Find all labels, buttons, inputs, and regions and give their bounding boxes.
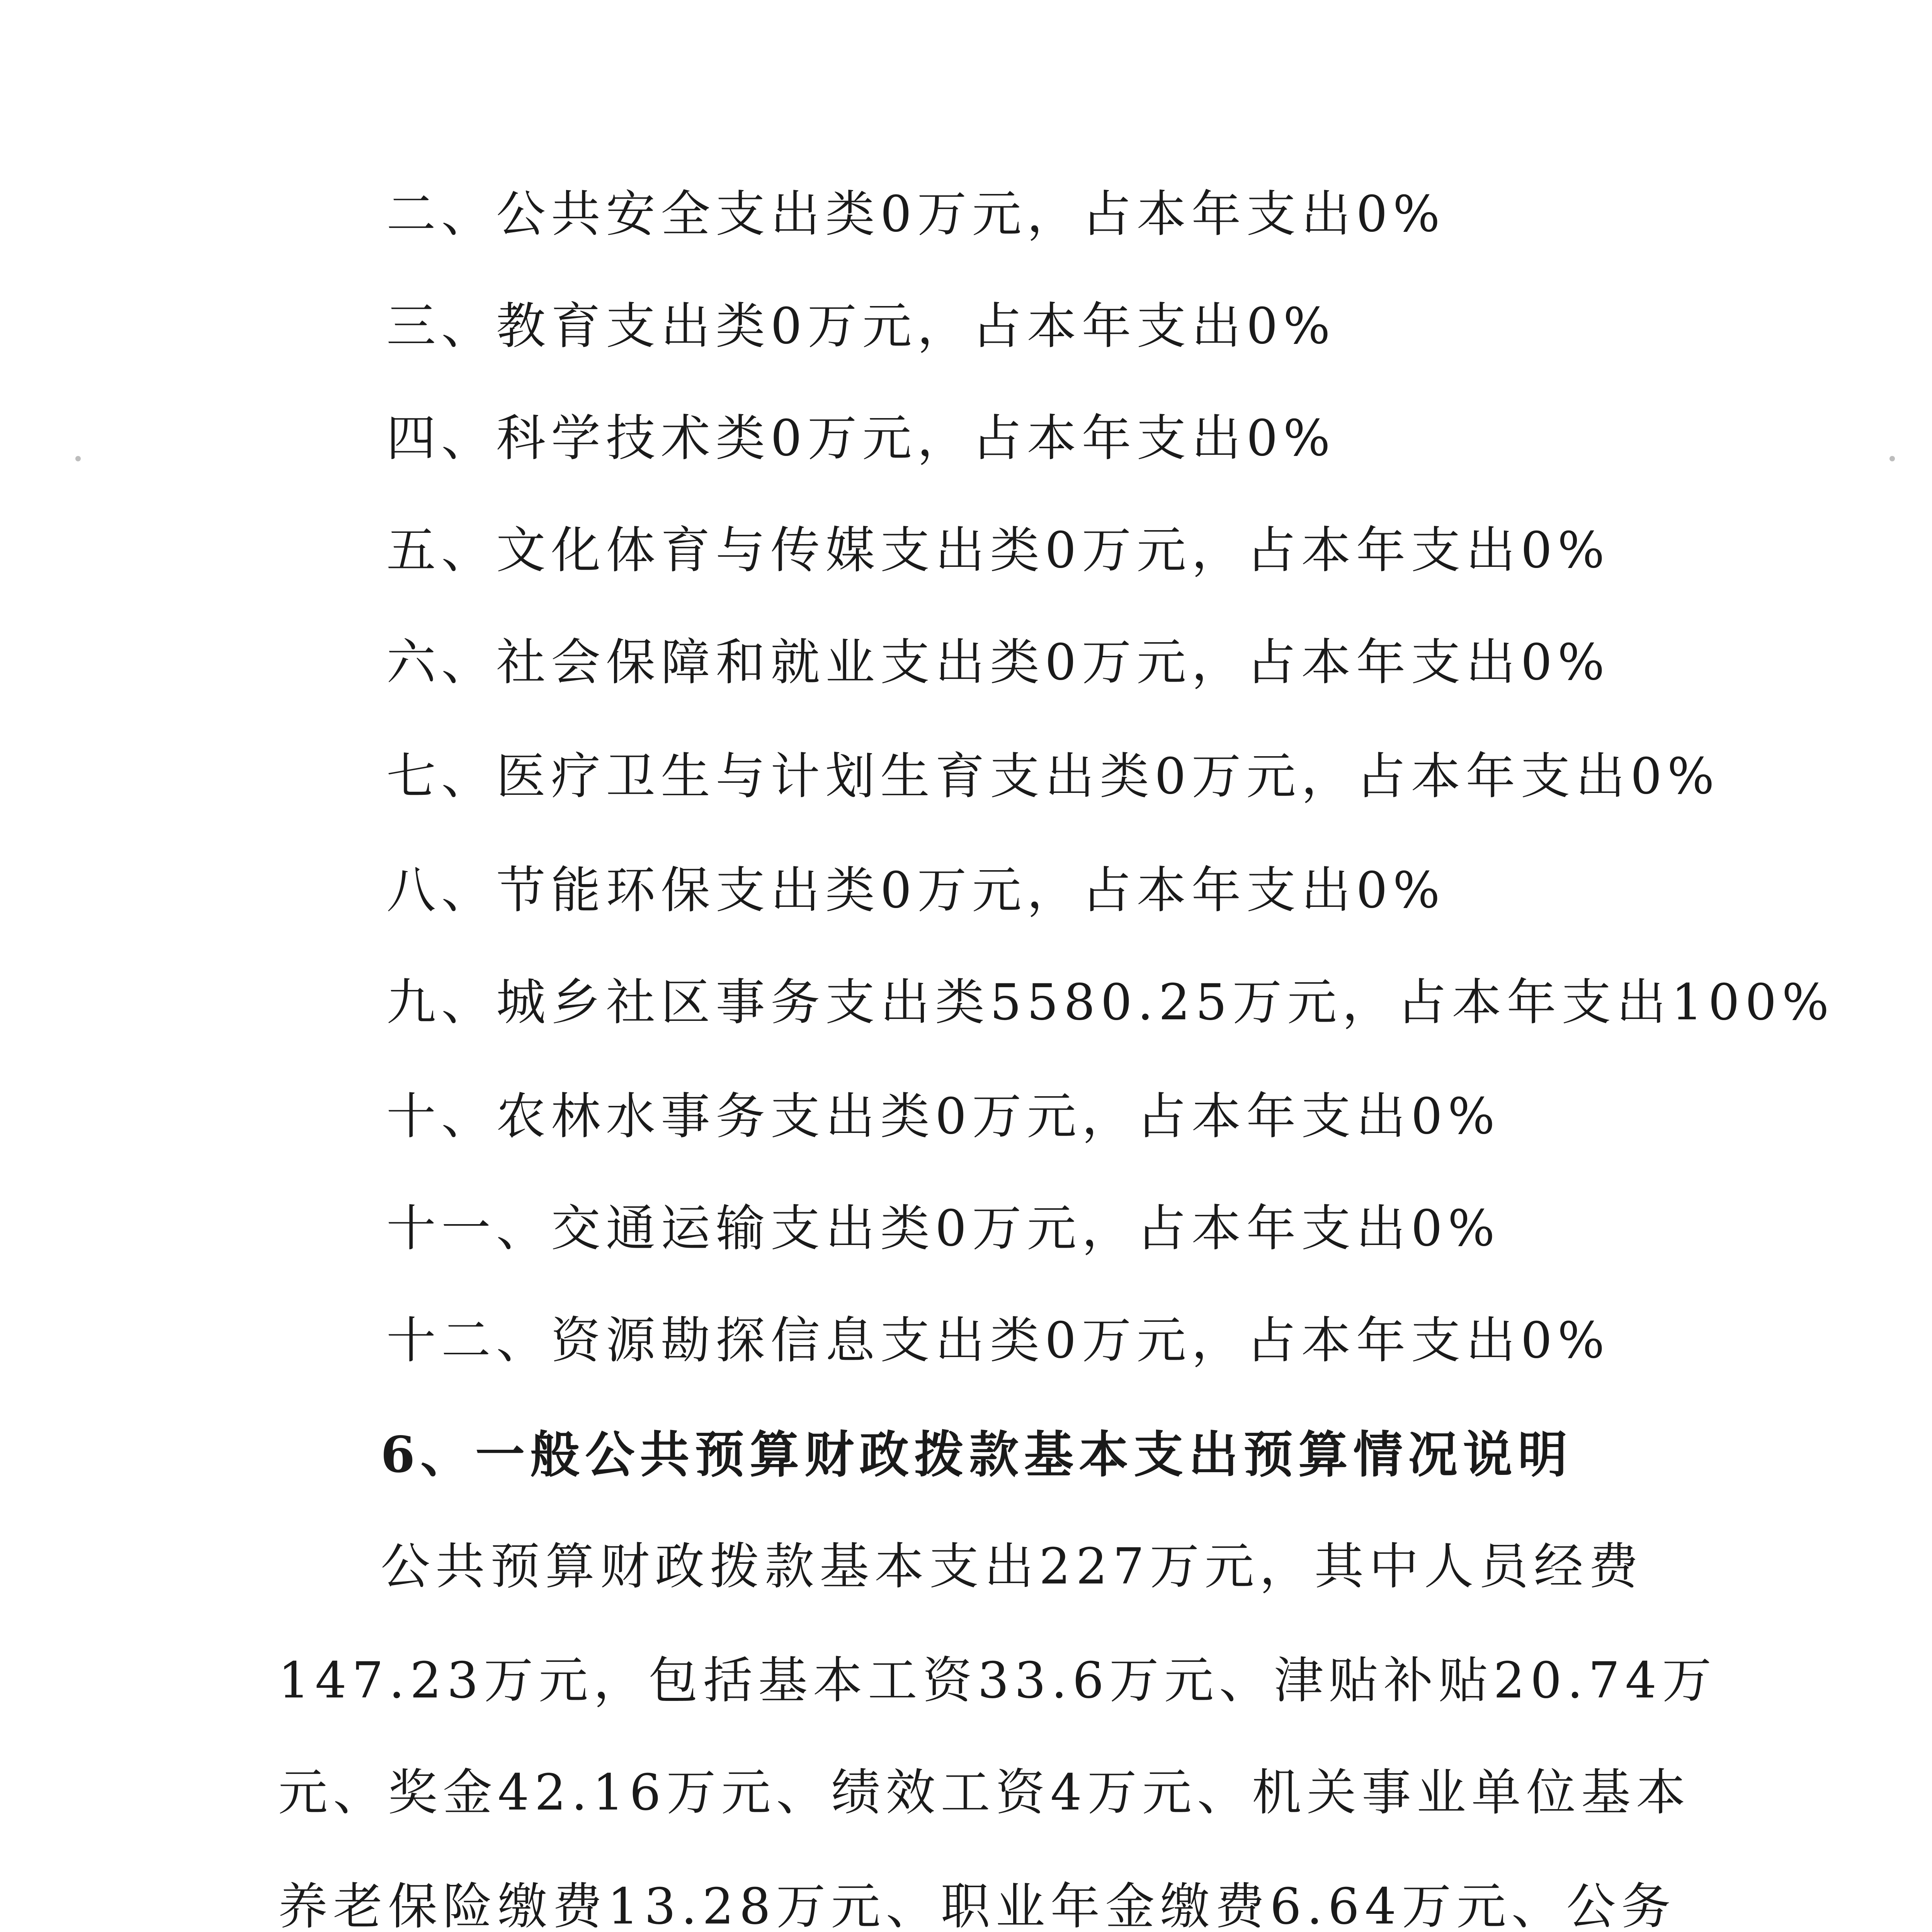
scan-speck: [75, 456, 81, 461]
list-item-resources: 十二、资源勘探信息支出类0万元，占本年支出0%: [386, 1312, 1610, 1369]
paragraph-line: 147.23万元，包括基本工资33.6万元、津贴补贴20.74万: [278, 1652, 1717, 1709]
list-item-education: 三、教育支出类0万元，占本年支出0%: [386, 298, 1336, 355]
section-heading: 6、一般公共预算财政拨款基本支出预算情况说明: [381, 1426, 1573, 1484]
list-item-culture: 五、文化体育与传媒支出类0万元，占本年支出0%: [386, 522, 1610, 579]
list-item-public-safety: 二、公共安全支出类0万元，占本年支出0%: [386, 185, 1446, 243]
list-item-science: 四、科学技术类0万元，占本年支出0%: [386, 410, 1336, 467]
scan-speck: [1889, 456, 1895, 461]
list-item-environment: 八、节能环保支出类0万元，占本年支出0%: [386, 862, 1446, 919]
list-item-health: 七、医疗卫生与计划生育支出类0万元，占本年支出0%: [386, 748, 1720, 805]
list-item-transport: 十一、交通运输支出类0万元，占本年支出0%: [386, 1200, 1500, 1257]
paragraph-line: 养老保险缴费13.28万元、职业年金缴费6.64万元、公务: [278, 1878, 1676, 1932]
paragraph-line: 元、奖金42.16万元、绩效工资4万元、机关事业单位基本: [278, 1764, 1691, 1821]
list-item-social-security: 六、社会保障和就业支出类0万元，占本年支出0%: [386, 634, 1610, 691]
list-item-urban-community: 九、城乡社区事务支出类5580.25万元，占本年支出100%: [386, 974, 1835, 1031]
paragraph-line: 公共预算财政拨款基本支出227万元，其中人员经费: [381, 1538, 1644, 1595]
list-item-agriculture: 十、农林水事务支出类0万元，占本年支出0%: [386, 1088, 1500, 1145]
